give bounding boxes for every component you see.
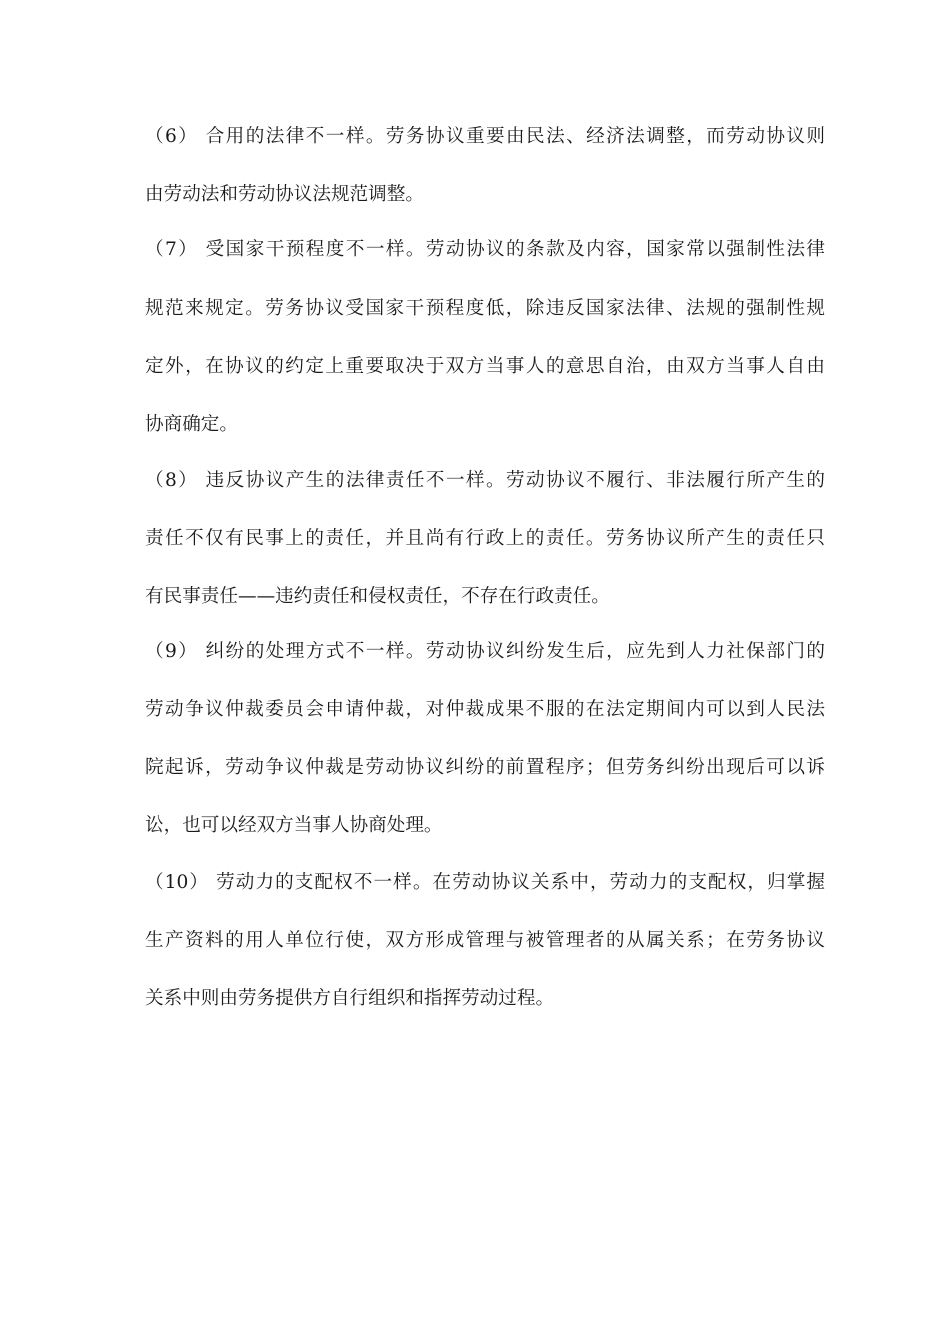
paragraph-7-line-4: 协商确定。 <box>145 414 238 435</box>
paragraph-7-line-1: （7） 受国家干预程度不一样。劳动协议的条款及内容，国家常以强制性法律 <box>145 239 825 260</box>
paragraph-10-line-2: 生产资料的用人单位行使，双方形成管理与被管理者的从属关系；在劳务协议 <box>145 930 825 951</box>
paragraph-8-line-3: 有民事责任——违约责任和侵权责任，不存在行政责任。 <box>145 586 610 607</box>
paragraph-6-line-1: （6） 合用的法律不一样。劳务协议重要由民法、经济法调整，而劳动协议则 <box>145 126 825 147</box>
paragraph-9-line-4: 讼，也可以经双方当事人协商处理。 <box>145 815 443 836</box>
paragraph-8-line-1: （8） 违反协议产生的法律责任不一样。劳动协议不履行、非法履行所产生的 <box>145 470 825 491</box>
paragraph-7-line-3: 定外，在协议的约定上重要取决于双方当事人的意思自治，由双方当事人自由 <box>145 356 825 377</box>
paragraph-9-line-1: （9） 纠纷的处理方式不一样。劳动协议纠纷发生后，应先到人力社保部门的 <box>145 641 825 662</box>
paragraph-8-line-2: 责任不仅有民事上的责任，并且尚有行政上的责任。劳务协议所产生的责任只 <box>145 528 825 549</box>
paragraph-10-line-1: （10） 劳动力的支配权不一样。在劳动协议关系中，劳动力的支配权，归掌握 <box>145 872 825 893</box>
paragraph-9-line-3: 院起诉，劳动争议仲裁是劳动协议纠纷的前置程序；但劳务纠纷出现后可以诉 <box>145 757 825 778</box>
paragraph-10-line-3: 关系中则由劳务提供方自行组织和指挥劳动过程。 <box>145 988 555 1009</box>
paragraph-6-line-2: 由劳动法和劳动协议法规范调整。 <box>145 184 424 205</box>
paragraph-9-line-2: 劳动争议仲裁委员会申请仲裁，对仲裁成果不服的在法定期间内可以到人民法 <box>145 699 825 720</box>
paragraph-7-line-2: 规范来规定。劳务协议受国家干预程度低，除违反国家法律、法规的强制性规 <box>145 298 825 319</box>
